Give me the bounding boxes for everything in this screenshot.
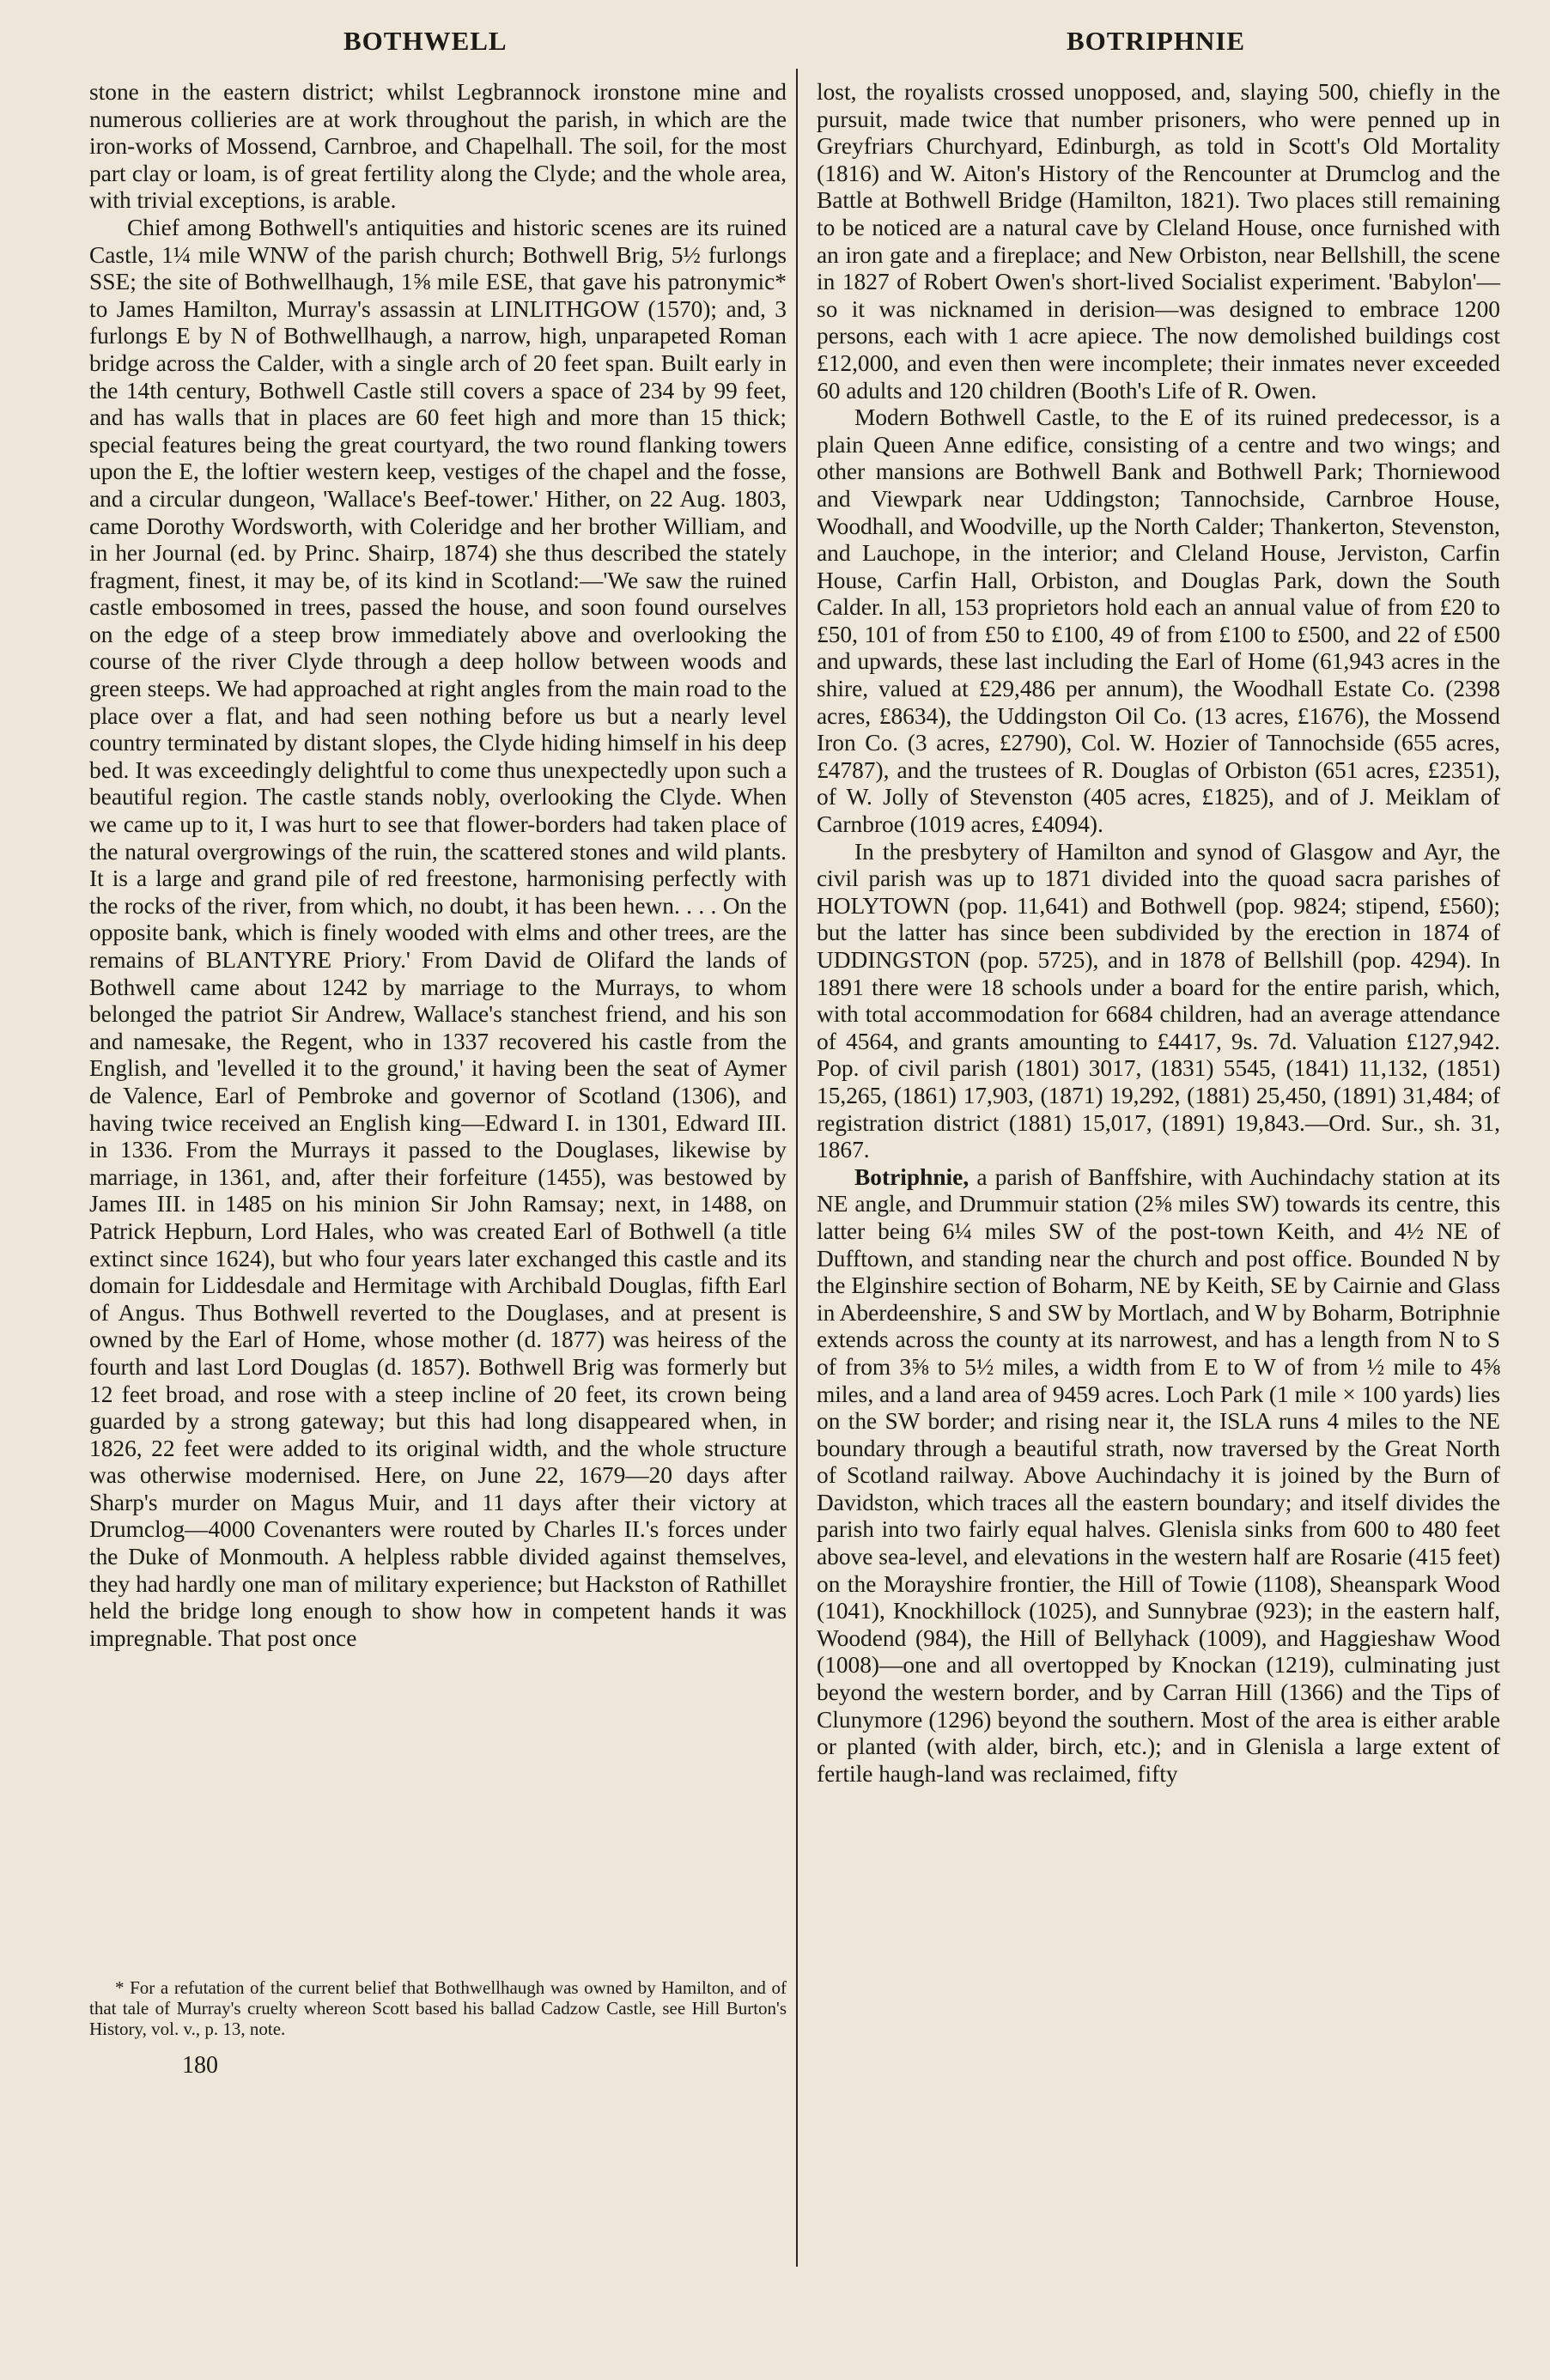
left-column: [89, 79, 787, 1652]
footnote-text: * For a refutation of the current belief that Bothwellhaugh was owned by Hamilton, and of that tale of Murray's cruelty whereon Scott based his ballad Cadzow Castle, see Hill Burton's History, vol. v., p. 13, note.: [89, 1977, 787, 2039]
right-running-head: BOTRIPHNIE: [1067, 26, 1246, 56]
right-column: [817, 79, 1500, 1788]
right-paragraph-3: In the presbytery of Hamilton and synod of Glasgow and Ayr, the civil parish was up to 1871 divided into the quoad sacra parishes of HOLYTOWN (pop. 11,641) and Bothwell (pop. 9824; stipend, £560); but the latter has since been subdivided by the erection in 1874 of UDDINGSTON (pop. 5725), and in 1878 of Bellshill (pop. 4294). In 1891 there were 18 schools under a board for the entire parish, which, with total accommodation for 6684 children, had an average attendance of 4564, and grants amounting to £4417, 9s. 7d. Valuation £127,942. Pop. of civil parish (1801) 3017, (1831) 5545, (1841) 11,132, (1851) 15,265, (1861) 17,903, (1871) 19,292, (1881) 25,450, (1891) 31,484; of registration district (1881) 15,017, (1891) 19,843.—Ord. Sur., sh. 31, 1867.: [817, 838, 1500, 1163]
footnote: [89, 1977, 787, 2039]
entry-heading: Botriphnie,: [854, 1163, 970, 1190]
left-running-head: BOTHWELL: [343, 26, 508, 56]
right-paragraph-4: [817, 1164, 1500, 1788]
page-number: 180: [182, 2052, 218, 2079]
column-divider: [796, 69, 798, 2267]
right-paragraph-1: lost, the royalists crossed unopposed, and, slaying 500, chiefly in the pursuit, made twice that number prisoners, who were penned up in Greyfriars Churchyard, Edinburgh, as told in Scott's Old Mortality (1816) and W. Aiton's History of the Rencounter at Drumclog and the Battle at Bothwell Bridge (Hamilton, 1821). Two places still remaining to be noticed are a natural cave by Cleland House, once furnished with an iron gate and a fireplace; and New Orbiston, near Bellshill, the scene in 1827 of Robert Owen's short-lived Socialist experiment. 'Babylon'—so it was nicknamed in derision—was designed to embrace 1200 persons, each with 1 acre apiece. The now demolished buildings cost £12,000, and even then were incomplete; their inmates never exceeded 60 adults and 120 children (Booth's Life of R. Owen.: [817, 79, 1500, 404]
right-paragraph-2: Modern Bothwell Castle, to the E of its ruined predecessor, is a plain Queen Anne edifice, consisting of a centre and two wings; and other mansions are Bothwell Bank and Bothwell Park; Thorniewood and Viewpark near Uddingston; Tannochside, Carnbroe House, Woodhall, and Woodville, up the North Calder; Thankerton, Stevenston, and Lauchope, in the interior; and Cleland House, Jerviston, Carfin House, Carfin Hall, Orbiston, and Douglas Park, down the South Calder. In all, 153 proprietors hold each an annual value of from £20 to £50, 101 of from £50 to £100, 49 of from £100 to £500, and 22 of £500 and upwards, these last including the Earl of Home (61,943 acres in the shire, valued at £29,486 per annum), the Woodhall Estate Co. (2398 acres, £8634), the Uddingston Oil Co. (13 acres, £1676), the Mossend Iron Co. (3 acres, £2790), Col. W. Hozier of Tannochside (655 acres, £4787), and the trustees of R. Douglas of Orbiston (651 acres, £2351), of W. Jolly of Stevenston (405 acres, £1825), and of J. Meiklam of Carnbroe (1019 acres, £4094).: [817, 404, 1500, 838]
left-paragraph-2: Chief among Bothwell's antiquities and historic scenes are its ruined Castle, 1¼ mile WNW of the parish church; Bothwell Brig, 5½ furlongs SSE; the site of Bothwellhaugh, 1⅝ mile ESE, that gave his patronymic* to James Hamilton, Murray's assassin at LINLITHGOW (1570); and, 3 furlongs E by N of Bothwellhaugh, a narrow, high, unparapeted Roman bridge across the Calder, with a single arch of 20 feet span. Built early in the 14th century, Bothwell Castle still covers a space of 234 by 99 feet, and has walls that in places are 60 feet high and more than 15 thick; special features being the great courtyard, the two round flanking towers upon the E, the loftier western keep, vestiges of the chapel and the fosse, and a circular dungeon, 'Wallace's Beef-tower.' Hither, on 22 Aug. 1803, came Dorothy Wordsworth, with Coleridge and her brother William, and in her Journal (ed. by Princ. Shairp, 1874) she thus described the stately fragment, finest, it may be, of its kind in Scotland:—'We saw the ruined castle embosomed in trees, passed the house, and soon found ourselves on the edge of a steep brow immediately above and overlooking the course of the river Clyde through a deep hollow between woods and green steeps. We had approached at right angles from the main road to the place over a flat, and had seen nothing before us but a nearly level country terminated by distant slopes, the Clyde hiding himself in his deep bed. It was exceedingly delightful to come thus unexpectedly upon such a beautiful region. The castle stands nobly, overlooking the Clyde. When we came up to it, I was hurt to see that flower-borders had taken place of the natural overgrowings of the ruin, the scattered stones and wild plants. It is a large and grand pile of red freestone, harmonising perfectly with the rocks of the river, from which, no doubt, it has been hewn. . . . On the opposite bank, which is finely wooded with elms and other trees, are the remains of BLANTYRE Priory.' From David de Olifard the lands of Bothwell came about 1242 by marriage to the Murrays, to whom belonged the patriot Sir Andrew, Wallace's stanchest friend, and his son and namesake, the Regent, who in 1337 recovered his castle from the English, and 'levelled it to the ground,' it having been the seat of Aymer de Valence, Earl of Pembroke and governor of Scotland (1306), and having twice received an English king—Edward I. in 1301, Edward III. in 1336. From the Murrays it passed to the Douglases, likewise by marriage, in 1361, and, after their forfeiture (1455), was bestowed by James III. in 1485 on his minion Sir John Ramsay; next, in 1488, on Patrick Hepburn, Lord Hales, who was created Earl of Bothwell (a title extinct since 1624), but who four years later exchanged this castle and its domain for Liddesdale and Hermitage with Archibald Douglas, fifth Earl of Angus. Thus Bothwell reverted to the Douglases, and at present is owned by the Earl of Home, whose mother (d. 1877) was heiress of the fourth and last Lord Douglas (d. 1857). Bothwell Brig was formerly but 12 feet broad, and rose with a steep incline of 20 feet, its crown being guarded by a strong gateway; but this had long disappeared when, in 1826, 22 feet were added to its original width, and the whole structure was otherwise modernised. Here, on June 22, 1679—20 days after Sharp's murder on Magus Muir, and 11 days after their victory at Drumclog—4000 Covenanters were routed by Charles II.'s forces under the Duke of Monmouth. A helpless rabble divided against themselves, they had hardly one man of military experience; but Hackston of Rathillet held the bridge long enough to show how in competent hands it was impregnable. That post once: [89, 214, 787, 1651]
left-paragraph-1: stone in the eastern district; whilst Legbrannock ironstone mine and numerous collieries are at work throughout the parish, in which are the iron-works of Mossend, Carnbroe, and Chapelhall. The soil, for the most part clay or loam, is of great fertility along the Clyde; and the whole area, with trivial exceptions, is arable.: [89, 79, 787, 214]
entry-body: a parish of Banffshire, with Auchindachy station at its NE angle, and Drummuir station (2⅝ miles SW) towards its centre, this latter being 6¼ miles SW of the post-town Keith, and 4½ NE of Dufftown, and standing near the church and post office. Bounded N by the Elginshire section of Boharm, NE by Keith, SE by Cairnie and Glass in Aberdeenshire, S and SW by Mortlach, and W by Boharm, Botriphnie extends across the county at its narrowest, and has a length from N to S of from 3⅝ to 5½ miles, a width from E to W of from ½ mile to 4⅝ miles, and a land area of 9459 acres. Loch Park (1 mile × 100 yards) lies on the SW border; and rising near it, the ISLA runs 4 miles to the NE boundary through a beautiful strath, now traversed by the Great North of Scotland railway. Above Auchindachy it is joined by the Burn of Davidston, which traces all the eastern boundary; and itself divides the parish into two fairly equal halves. Glenisla sinks from 600 to 480 feet above sea-level, and elevations in the western half are Rosarie (415 feet) on the Morayshire frontier, the Hill of Towie (1108), Sheanspark Wood (1041), Knockhillock (1025), and Sunnybrae (923); in the eastern half, Woodend (984), the Hill of Bellyhack (1009), and Haggieshaw Wood (1008)—one and all overtopped by Knockan (1219), culminating just beyond the western border, and by Carran Hill (1366) and the Tips of Clunymore (1296) beyond the southern. Most of the area is either arable or planted (with alder, birch, etc.); and in Glenisla a large extent of fertile haugh-land was reclaimed, fifty: [817, 1163, 1500, 1787]
